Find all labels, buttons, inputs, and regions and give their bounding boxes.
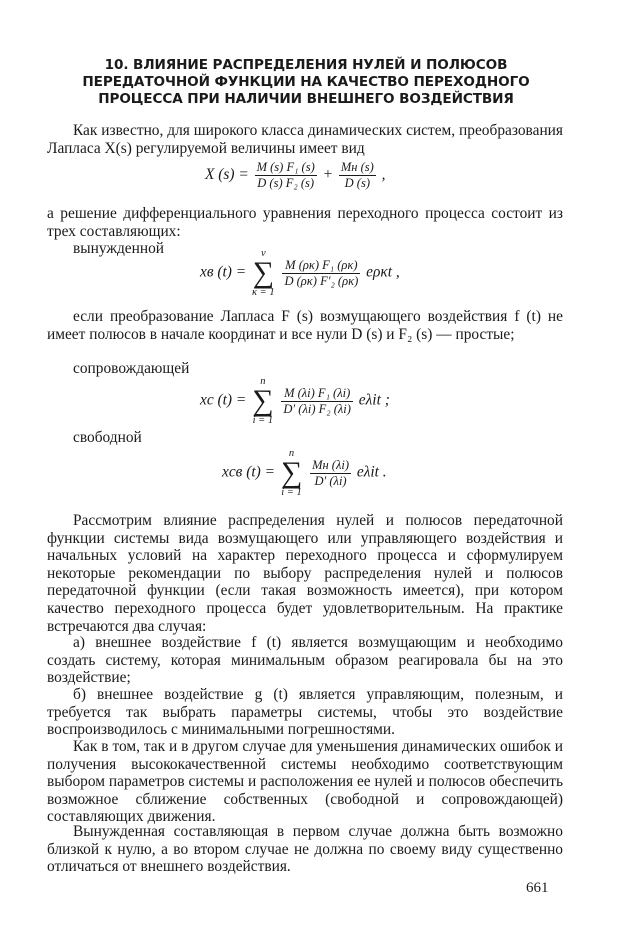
sum-lower-limit: i = 1 [281, 487, 302, 498]
formula-lhs: xв (t) = [200, 263, 247, 281]
sum-lower-limit: κ = 1 [251, 287, 275, 298]
formula-lhs: xсв (t) = [222, 463, 275, 481]
paragraph-forced-component: Вынужденная составляющая в первом случае должна быть возможно близкой к нулю, а во втором случае не должна по своему виду существенно отличаться от внешнего воздействия. [47, 823, 563, 876]
formula-free [222, 448, 387, 498]
sum-symbol: n ∑ i = 1 [252, 376, 274, 426]
label-accompanying: сопровождающей [73, 360, 190, 377]
sum-lower-limit: i = 1 [252, 415, 274, 426]
fraction-numerator: Mн (λi) [312, 457, 350, 472]
fraction [282, 258, 360, 289]
fraction-numerator: M (s) F₁ (s) [256, 160, 315, 174]
exponent-term: eλit ; [358, 391, 390, 409]
fraction-denominator: D (s) F₂ (s) [257, 176, 315, 190]
paragraph-condition: если преобразование Лапласа F (s) возмущающего воздействия f (t) не имеет полюсов в начале координат и все нули D (s) и F₂ (s) — простые; [47, 308, 563, 343]
paragraph-case-a: а) внешнее воздействие f (t) является возмущающим и необходимо создать систему, которая минимальным образом реагировала бы на это воздействие; [47, 634, 563, 687]
label-free: свободной [73, 429, 142, 446]
fraction-2 [339, 160, 376, 191]
sum-upper-limit: n [288, 448, 295, 459]
formula-lhs: X (s) = [205, 166, 249, 184]
page-number: 661 [526, 880, 549, 896]
fraction-denominator: D (ρκ) F′₂ (ρκ) [284, 273, 359, 288]
fraction-numerator: M (λi) F₁ (λi) [281, 386, 353, 402]
fraction-numerator: M (ρκ) F₁ (ρκ) [282, 258, 360, 274]
sum-symbol: n ∑ i = 1 [280, 448, 303, 498]
label-forced: вынужденной [73, 240, 165, 257]
fraction-1 [255, 160, 317, 191]
fraction-denominator: D (s) [344, 176, 370, 190]
section-heading: 10. ВЛИЯНИЕ РАСПРЕДЕЛЕНИЯ НУЛЕЙ И ПОЛЮСОВ ПЕРЕДАТОЧНОЙ ФУНКЦИИ НА КАЧЕСТВО ПЕРЕХОДНОГО ПРОЦЕССА ПРИ НАЛИЧИИ ВНЕШНЕГО ВОЗДЕЙСТВИЯ [82, 57, 530, 107]
sum-upper-limit: n [260, 376, 266, 387]
exponent-term: eρκt , [366, 263, 400, 281]
sum-upper-limit: ν [260, 248, 266, 259]
paragraph-case-b: б) внешнее воздействие g (t) является управляющим, полезным, и требуется так выбрать параметры системы, чтобы это воздействие воспроизводилось с минимальными погрешностями. [47, 686, 563, 739]
fraction [310, 458, 351, 489]
fraction-numerator: Mн (s) [340, 160, 374, 174]
formula-lhs: xc (t) = [200, 391, 247, 409]
sum-symbol: ν ∑ κ = 1 [251, 248, 275, 298]
paragraph-both-cases: Как в том, так и в другом случае для уменьшения динамических ошибок и получения высококачественной системы необходимо соответствующим выбором параметров системы и расположения ее нулей и полюсов обеспечить возможное сближение собственных (свободной и сопровождающей) составляющих движения. [47, 738, 563, 826]
paragraph-intro: Как известно, для широкого класса динамических систем, преобразования Лапласа X(s) регулируемой величины имеет вид [47, 122, 563, 157]
formula-punctuation: , [381, 166, 386, 184]
formula-forced [200, 248, 400, 298]
exponent-term: eλit . [356, 463, 387, 481]
fraction-denominator: D′ (λi) [314, 473, 347, 488]
plus-sign: + [322, 166, 333, 184]
formula-laplace-x [205, 160, 386, 191]
fraction-denominator: D′ (λi) F₂ (λi) [283, 401, 351, 416]
paragraph-consider: Рассмотрим влияние распределения нулей и полюсов передаточной функции системы вида возмущающего или управляющего воздействия и начальных условий на характер переходного процесса и сформулируем некоторые рекомендации по выбору распределения нулей и полюсов передаточной функции (если такая возможность имеется), при котором качество переходного процесса будет удовлетворительным. На практике встречаются два случая: [47, 512, 563, 635]
paragraph-solution: а решение дифференциального уравнения переходного процесса состоит из трех составляющих: [47, 205, 563, 240]
formula-accompanying [200, 376, 390, 426]
fraction [281, 386, 353, 417]
